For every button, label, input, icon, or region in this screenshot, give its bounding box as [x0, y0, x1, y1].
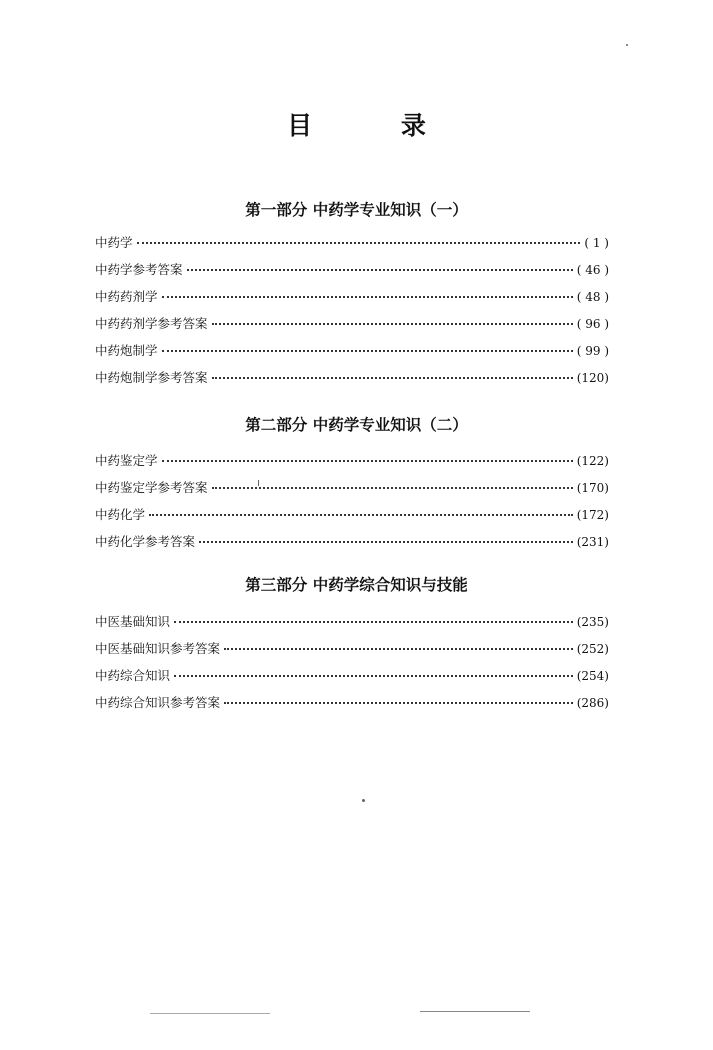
toc-entry-page: ( 46 ): [576, 263, 609, 277]
toc-entry-page: (120): [576, 371, 609, 385]
toc-entry-title: 中药鉴定学参考答案: [95, 480, 208, 495]
toc-entry[interactable]: [95, 693, 609, 720]
scan-edge-line: [150, 1013, 270, 1014]
toc-entry[interactable]: [95, 314, 609, 341]
toc-entry-page: (231): [576, 535, 609, 549]
dot-leader: [137, 242, 581, 244]
page-title: 目 录: [287, 111, 466, 140]
toc-entry[interactable]: [95, 612, 609, 639]
toc-entry-title: 中医基础知识: [95, 614, 171, 629]
toc-entry-title: 中药炮制学: [95, 343, 158, 358]
toc-entry-title: 中药药剂学: [95, 289, 158, 304]
part-1-heading: 第一部分 中药学专业知识（一）: [245, 201, 468, 219]
toc-entry-page: (252): [576, 642, 609, 656]
toc-entry-title: 中药炮制学参考答案: [95, 370, 208, 385]
toc-entry[interactable]: [95, 532, 609, 559]
toc-entry-page: (254): [576, 669, 609, 683]
toc-entry-page: ( 96 ): [576, 317, 609, 331]
toc-entry-title: 中药学参考答案: [95, 262, 183, 277]
part-2-heading: 第二部分 中药学专业知识（二）: [245, 416, 468, 434]
part-1-toc: [95, 233, 609, 395]
toc-entry-title: 中药药剂学参考答案: [95, 316, 208, 331]
toc-entry[interactable]: [95, 451, 609, 478]
dot-leader: [162, 296, 573, 298]
toc-entry[interactable]: [95, 505, 609, 532]
dot-leader: [149, 514, 573, 516]
dot-leader: [224, 702, 573, 704]
scan-edge-line: [420, 1011, 530, 1012]
toc-entry-page: ( 48 ): [576, 290, 609, 304]
toc-entry-page: ( 1 ): [584, 236, 609, 250]
dot-leader: [174, 621, 573, 623]
toc-entry-page: (170): [576, 481, 609, 495]
part-2-toc: [95, 451, 609, 559]
toc-entry[interactable]: [95, 341, 609, 368]
toc-entry-title: 中药化学参考答案: [95, 534, 196, 549]
dot-leader: [174, 675, 573, 677]
dot-leader: [162, 350, 573, 352]
toc-entry-page: (286): [576, 696, 609, 710]
toc-entry-title: 中医基础知识参考答案: [95, 641, 221, 656]
toc-entry-title: 中药鉴定学: [95, 453, 158, 468]
toc-entry[interactable]: [95, 260, 609, 287]
toc-entry[interactable]: [95, 639, 609, 666]
toc-entry[interactable]: [95, 478, 609, 505]
toc-entry[interactable]: [95, 666, 609, 693]
toc-entry-page: (122): [576, 454, 609, 468]
dot-leader: [187, 269, 573, 271]
dot-leader: [162, 460, 573, 462]
dot-leader: [212, 487, 573, 489]
toc-entry-title: 中药学: [95, 235, 133, 250]
part-3-heading: 第三部分 中药学综合知识与技能: [245, 576, 468, 594]
toc-entry[interactable]: [95, 368, 609, 395]
scan-speck: [626, 44, 628, 46]
toc-entry-title: 中药综合知识: [95, 668, 171, 683]
dot-leader: [224, 648, 573, 650]
toc-entry-page: (172): [576, 508, 609, 522]
toc-entry-page: ( 99 ): [576, 344, 609, 358]
scan-speck: [362, 799, 365, 802]
toc-entry-title: 中药化学: [95, 507, 146, 522]
part-3-toc: [95, 612, 609, 720]
toc-entry[interactable]: [95, 287, 609, 314]
toc-entry[interactable]: [95, 233, 609, 260]
toc-entry-title: 中药综合知识参考答案: [95, 695, 221, 710]
scan-speck: [258, 480, 259, 486]
dot-leader: [199, 541, 573, 543]
toc-entry-page: (235): [576, 615, 609, 629]
dot-leader: [212, 377, 573, 379]
dot-leader: [212, 323, 573, 325]
